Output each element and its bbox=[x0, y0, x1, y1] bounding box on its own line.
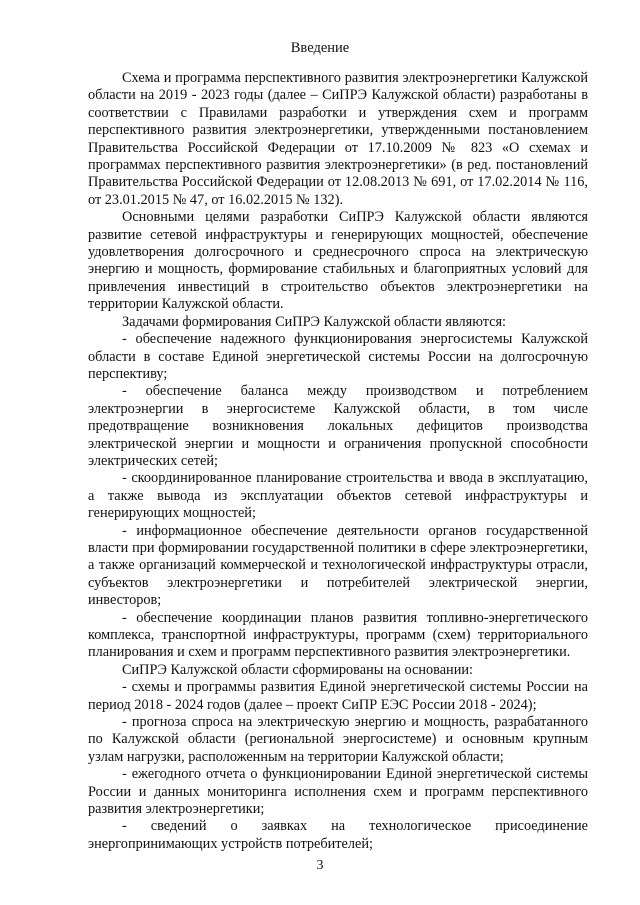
list-item-task: - обеспечение надежного функционирования энергосистемы Калужской области в составе Единой энергетической системы России на долгосрочную перспективу; bbox=[88, 331, 588, 382]
paragraph-intro: Схема и программа перспективного развития электроэнергетики Калужской области на 2019 - 2023 годы (далее – СиПРЭ Калужской области) разработаны в соответствии с Правилами разработки и утверждения схем и программ перспективного развития электроэнергетики, утвержденными постановлением Правительства Российской Федерации от 17.10.2009 № 823 «О схемах и программах перспективного развития электроэнергетики» (в ред. постановлений Правительства Российской Федерации от 12.08.2013 № 691, от 17.02.2014 № 116, от 23.01.2015 № 47, от 16.02.2015 № 132). bbox=[88, 70, 588, 208]
list-item-basis: - прогноза спроса на электрическую энергию и мощность, разрабатанного по Калужской области (региональной энергосистеме) и основным крупным узлам нагрузки, расположенным на территории Калужской области; bbox=[88, 714, 588, 765]
paragraph-tasks-heading: Задачами формирования СиПРЭ Калужской области являются: bbox=[122, 313, 507, 330]
list-item-basis: - сведений о заявках на технологическое присоединение энергопринимающих устройств потребителей; bbox=[88, 818, 588, 852]
paragraph-basis-heading: СиПРЭ Калужской области сформированы на основании: bbox=[122, 661, 473, 678]
paragraph-goals: Основными целями разработки СиПРЭ Калужской области являются развитие сетевой инфраструктуры и генерирующих мощностей, обеспечение удовлетворения долгосрочного и среднесрочного спроса на электрическую энергию и мощность, формирование стабильных и благоприятных условий для привлечения инвестиций в строительство объектов электроэнергетики на территории Калужской области. bbox=[88, 209, 588, 313]
list-item-basis: - ежегодного отчета о функционировании Единой энергетической системы России и данных мониторинга исполнения схем и программ перспективного развития электроэнергетики; bbox=[88, 766, 588, 818]
page-number: 3 bbox=[316, 858, 324, 873]
list-item-task: - обеспечение баланса между производством и потреблением электроэнергии в энергосистеме Калужской области, в том числе предотвращение возникновения локальных дефицитов производства электрической энергии и мощности и ограничения пропускной способности электрических сетей; bbox=[88, 383, 588, 469]
list-item-basis: - схемы и программы развития Единой энергетической системы России на период 2018 - 2024 годов (далее – проект СиПР ЕЭС России 2018 - 2024); bbox=[88, 679, 588, 713]
list-item-task: - обеспечение координации планов развития топливно-энергетического комплекса, транспортной инфраструктуры, программ (схем) территориального планирования и схем и программ перспективного развития электроэнергетики. bbox=[88, 609, 588, 661]
list-item-task: - информационное обеспечение деятельности органов государственной власти при формировании государственной политики в сфере электроэнергетики, а также организаций коммерческой и технологической инфраструктуры отрасли, субъектов электроэнергетики и потребителей электрической энергии, инвесторов; bbox=[88, 522, 588, 609]
page-title: Введение bbox=[290, 40, 350, 56]
list-item-task: - скоординированное планирование строительства и ввода в эксплуатацию, а также вывода из эксплуатации объектов сетевой инфраструктуры и генерирующих мощностей; bbox=[88, 470, 588, 522]
document-body bbox=[88, 70, 588, 853]
